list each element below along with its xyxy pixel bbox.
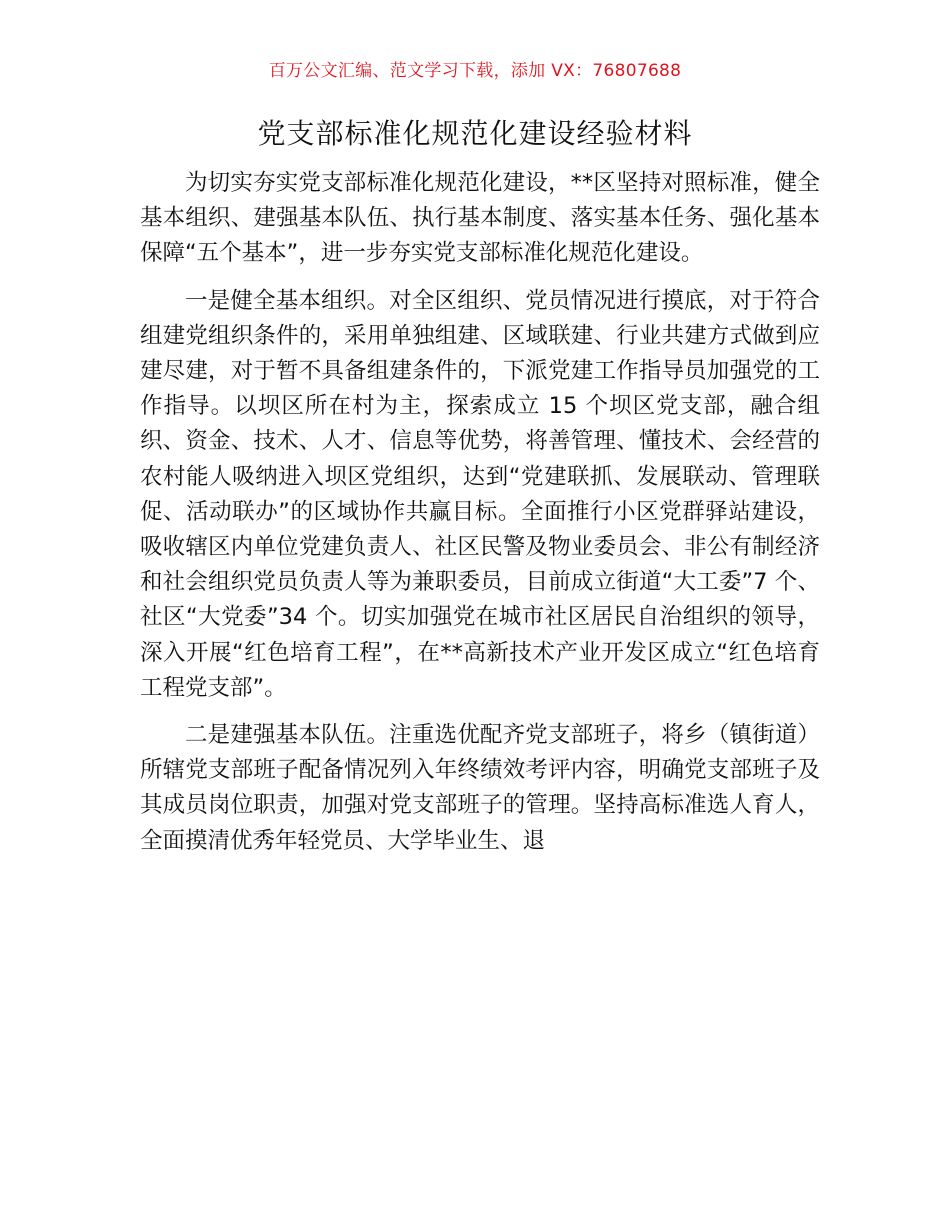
header-watermark-note: 百万公文汇编、范文学习下载，添加 VX：76807688 [268,61,682,81]
paragraph-basic-organization: 一是健全基本组织。对全区组织、党员情况进行摸底，对于符合组建党组织条件的，采用单独组建、区域联建、行业共建方式做到应建尽建，对于暂不具备组建条件的，下派党建工作指导员加强党的工作指导。以坝区所在村为主，探索成立 15 个坝区党支部，融合组织、资金、技术、人才、信息等优势，将善管理、懂技术、会经营的农村能人吸纳进入坝区党组织，达到“党建联抓、发展联动、管理联促、活动联办”的区域协作共赢目标。全面推行小区党群驿站建设，吸收辖区内单位党建负责人、社区民警及物业委员会、非公有制经济和社会组织党员负责人等为兼职委员，目前成立街道“大工委”7 个、社区“大党委”34 个。切实加强党在城市社区居民自治组织的领导，深入开展“红色培育工程”，在**高新技术产业开发区成立“红色培育工程党支部”。 [140,287,820,701]
paragraph-basic-team: 二是建强基本队伍。注重选优配齐党支部班子，将乡（镇街道）所辖党支部班子配备情况列入年终绩效考评内容，明确党支部班子及其成员岗位职责，加强对党支部班子的管理。坚持高标准选人育人，全面摸清优秀年轻党员、大学毕业生、退 [140,722,820,854]
paragraph-intro: 为切实夯实党支部标准化规范化建设，**区坚持对照标准，健全基本组织、建强基本队伍、执行基本制度、落实基本任务、强化基本保障“五个基本”，进一步夯实党支部标准化规范化建设。 [140,170,820,267]
document-title: 党支部标准化规范化建设经验材料 [257,117,693,150]
document-body [140,166,820,871]
